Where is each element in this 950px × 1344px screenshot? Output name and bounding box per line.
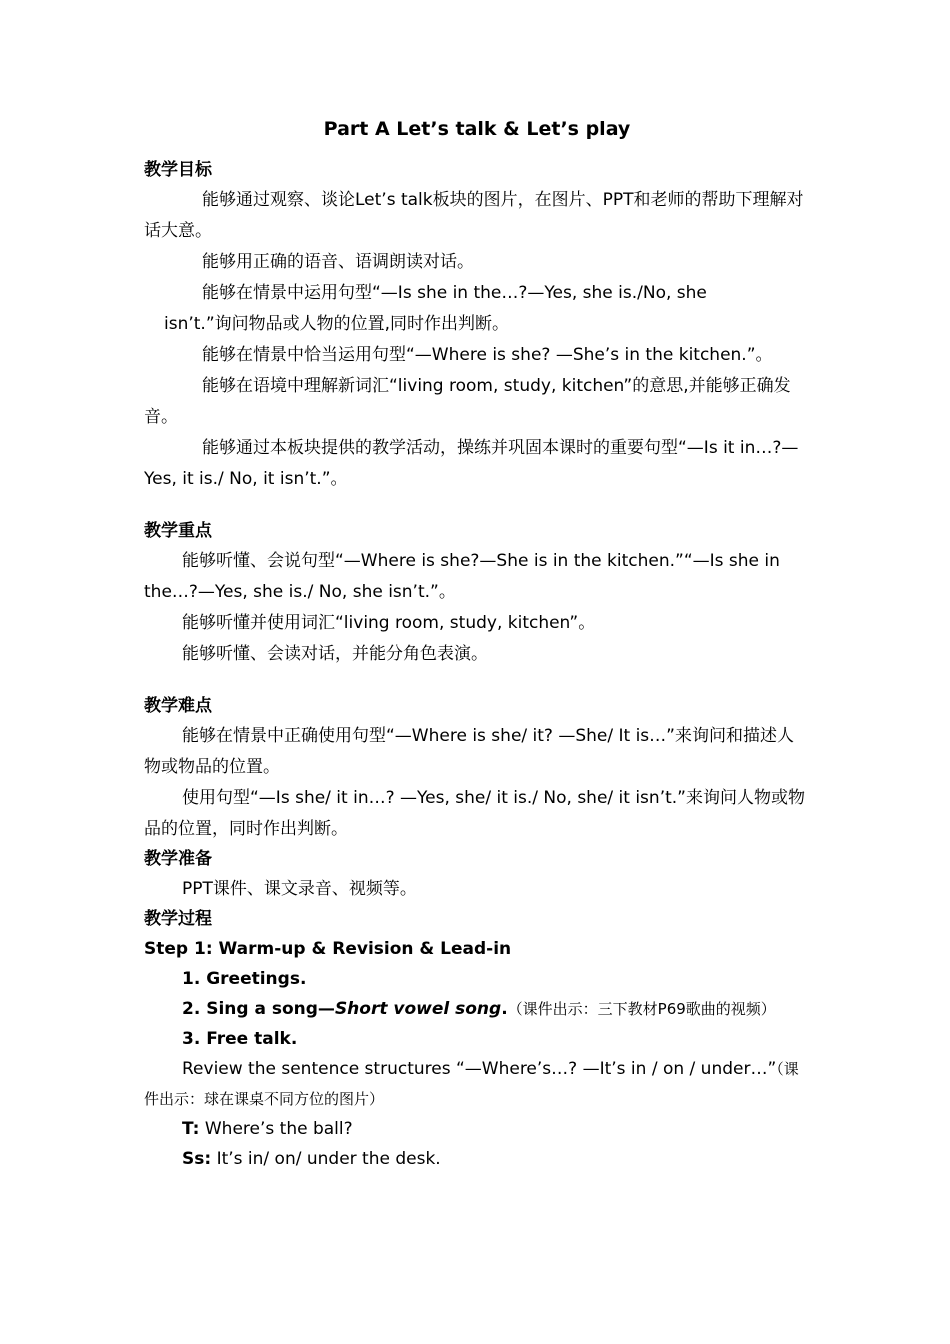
step-item-3: 3. Free talk.: [182, 1029, 298, 1049]
song-title: Short vowel song: [334, 999, 502, 1019]
document-title: Part A Let’s talk & Let’s play: [323, 118, 631, 140]
spacer: [144, 495, 810, 517]
step-item-2-note: （课件出示：三下教材P69歌曲的视频）: [507, 1000, 776, 1018]
objective-3: 能够在情景中运用句型“—Is she in the…?—Yes, she is./No, she: [202, 283, 707, 303]
key-point-3: 能够听懂、会读对话，并能分角色表演。: [182, 644, 488, 664]
teacher-line: [144, 1114, 810, 1144]
review-text: Review the sentence structures “—Where’s…? —It’s in / on / under…”: [182, 1059, 777, 1079]
students-label: Ss:: [182, 1149, 212, 1169]
difficulty-1: 能够在情景中正确使用句型“—Where is she/ it? —She/ It is…”来询问和描述人物或物品的位置。: [144, 726, 794, 777]
preparation-text: PPT课件、课文录音、视频等。: [182, 879, 417, 899]
difficulty-2: 使用句型“—Is she/ it in…? —Yes, she/ it is./ No, she/ it isn’t.”来询问人物或物品的位置，同时作出判断。: [144, 788, 805, 839]
difficulties-heading: 教学难点: [144, 696, 212, 716]
review-paragraph: [144, 1054, 810, 1114]
preparation-heading: 教学准备: [144, 849, 212, 869]
key-points-heading: 教学重点: [144, 521, 212, 541]
step-item-2-label: 2. Sing a song—: [182, 999, 335, 1019]
key-point-2: 能够听懂并使用词汇“living room, study, kitchen”。: [182, 613, 596, 633]
step-item-1: 1. Greetings.: [182, 969, 307, 989]
step-1-title: Step 1: Warm-up & Revision & Lead-in: [144, 939, 512, 959]
objectives-heading: 教学目标: [144, 160, 212, 180]
document-page: [144, 112, 810, 1174]
teacher-text: Where’s the ball?: [199, 1119, 353, 1139]
step-item-2: [144, 994, 810, 1024]
process-heading: 教学过程: [144, 909, 212, 929]
students-line: [144, 1144, 810, 1174]
objective-2: 能够用正确的语音、语调朗读对话。: [202, 252, 474, 272]
objective-3-continued: isn’t.”询问物品或人物的位置,同时作出判断。: [164, 314, 510, 334]
objective-6: 能够通过本板块提供的教学活动，操练并巩固本课时的重要句型“—Is it in…?—Yes, it is./ No, it isn’t.”。: [144, 438, 799, 489]
spacer: [144, 670, 810, 692]
objective-4: 能够在情景中恰当运用句型“—Where is she? —She’s in the kitchen.”。: [202, 345, 773, 365]
objective-5: 能够在语境中理解新词汇“living room, study, kitchen”的意思,并能够正确发音。: [144, 376, 791, 427]
objective-1: 能够通过观察、谈论Let’s talk板块的图片，在图片、PPT和老师的帮助下理解对话大意。: [144, 190, 804, 241]
students-text: It’s in/ on/ under the desk.: [211, 1149, 441, 1169]
key-point-1: 能够听懂、会说句型“—Where is she?—She is in the kitchen.”“—Is she in the…?—Yes, she is./ No, she isn’t.”。: [144, 551, 780, 602]
step-item-2-end: .: [501, 999, 508, 1019]
teacher-label: T:: [182, 1119, 200, 1139]
review-note: （课件出示：球在课桌不同方位的图片）: [144, 1060, 799, 1108]
